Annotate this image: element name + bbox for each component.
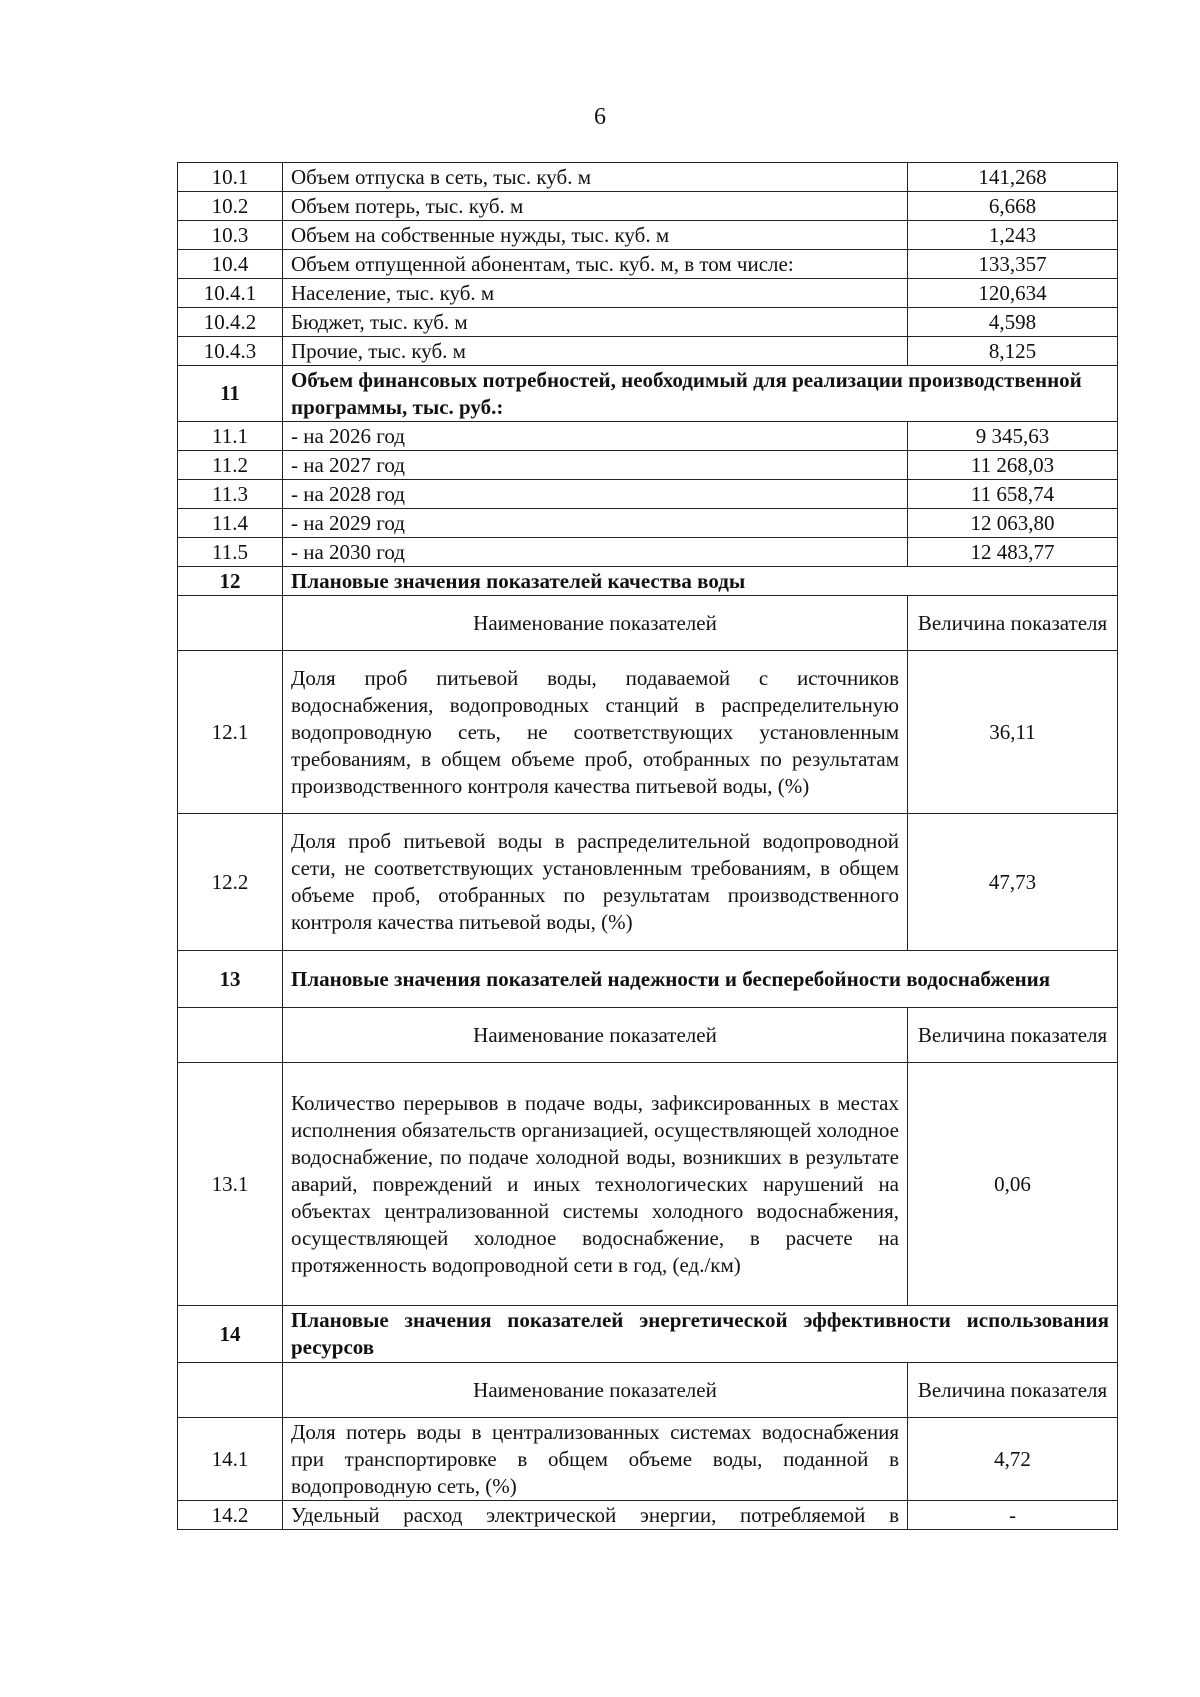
row-value: 0,06 [908,1063,1118,1306]
row-number: 14.1 [178,1418,283,1501]
row-label: - на 2030 год [283,538,908,567]
row-value: 141,268 [908,163,1118,192]
row-number: 11.5 [178,538,283,567]
page-number: 6 [594,104,606,130]
row-label: Объем на собственные нужды, тыс. куб. м [283,221,908,250]
row-value: 120,634 [908,279,1118,308]
row-label: Количество перерывов в подаче воды, зафиксированных в местах исполнения обязательств организацией, осуществляющей холодное водоснабжение, по подаче холодной воды, возникших в результате аварий, повреждений и иных технологических нарушений на объектах централизованной системы холодного водоснабжения, осуществляющей холодное водоснабжение, в расчете на протяженность водопроводной сети в год, (ед./км) [283,1063,908,1306]
row-label: - на 2028 год [283,480,908,509]
row-value: 1,243 [908,221,1118,250]
row-number: 10.4.3 [178,337,283,366]
section-title: Объем финансовых потребностей, необходимый для реализации производственной программы, тыс. руб.: [283,366,1118,422]
column-header-name: Наименование показателей [283,596,908,651]
column-header-row [178,596,1118,651]
row-value: 11 658,74 [908,480,1118,509]
row-number: 11.2 [178,451,283,480]
table-row [178,651,1118,814]
column-header-value: Величина показателя [908,1363,1118,1418]
row-number: 11.1 [178,422,283,451]
row-label: Доля проб питьевой воды в распределительной водопроводной сети, не соответствующих установленным требованиям, в общем объеме проб, отобранных по результатам производственного контроля качества питьевой воды, (%) [283,814,908,951]
row-label: Доля проб питьевой воды, подаваемой с источников водоснабжения, водопроводных станций в распределительную водопроводную сеть, не соответствующих установленным требованиям, в общем объеме проб, отобранных по результатам производственного контроля качества питьевой воды, (%) [283,651,908,814]
row-value: 12 483,77 [908,538,1118,567]
section-header-12 [178,567,1118,596]
table-row [178,221,1118,250]
row-number: 10.4 [178,250,283,279]
row-number: 13.1 [178,1063,283,1306]
row-value: 36,11 [908,651,1118,814]
row-number: 10.4.2 [178,308,283,337]
row-value: 8,125 [908,337,1118,366]
row-number: 10.4.1 [178,279,283,308]
column-header-value: Величина показателя [908,596,1118,651]
row-value: 4,598 [908,308,1118,337]
row-label: - на 2026 год [283,422,908,451]
table-row [178,451,1118,480]
section-title: Плановые значения показателей энергетической эффективности использования ресурсов [283,1306,1118,1363]
column-header-value: Величина показателя [908,1008,1118,1063]
column-header-name: Наименование показателей [283,1008,908,1063]
section-number: 11 [178,366,283,422]
row-label: Объем отпущенной абонентам, тыс. куб. м, в том числе: [283,250,908,279]
row-label: - на 2029 год [283,509,908,538]
row-label: Доля потерь воды в централизованных системах водоснабжения при транспортировке в общем объеме воды, поданной в водопроводную сеть, (%) [283,1418,908,1501]
table-row [178,279,1118,308]
row-value: 6,668 [908,192,1118,221]
column-header-name: Наименование показателей [283,1363,908,1418]
table-row [178,192,1118,221]
row-number: 11.3 [178,480,283,509]
section-number: 13 [178,951,283,1008]
section-number: 14 [178,1306,283,1363]
row-value: 12 063,80 [908,509,1118,538]
table-row [178,422,1118,451]
table-row [178,250,1118,279]
row-number: 12.1 [178,651,283,814]
table-row [178,308,1118,337]
row-value: 47,73 [908,814,1118,951]
row-label: Бюджет, тыс. куб. м [283,308,908,337]
column-header-row [178,1363,1118,1418]
row-number: 11.4 [178,509,283,538]
section-header-13 [178,951,1118,1008]
table-row [178,163,1118,192]
table-row [178,1501,1118,1530]
row-value: - [908,1501,1118,1530]
table-row [178,1063,1118,1306]
row-label: - на 2027 год [283,451,908,480]
row-value: 133,357 [908,250,1118,279]
row-number: 10.1 [178,163,283,192]
table-row [178,480,1118,509]
column-header-row [178,1008,1118,1063]
table-row [178,538,1118,567]
row-label: Население, тыс. куб. м [283,279,908,308]
section-header-11 [178,366,1118,422]
section-title: Плановые значения показателей надежности и бесперебойности водоснабжения [283,951,1118,1008]
row-number: 10.2 [178,192,283,221]
row-number: 12.2 [178,814,283,951]
row-label: Объем потерь, тыс. куб. м [283,192,908,221]
row-label: Объем отпуска в сеть, тыс. куб. м [283,163,908,192]
section-header-14 [178,1306,1118,1363]
table-row [178,509,1118,538]
row-value: 4,72 [908,1418,1118,1501]
row-label: Удельный расход электрической энергии, потребляемой в [283,1501,908,1530]
section-number: 12 [178,567,283,596]
row-number: 10.3 [178,221,283,250]
indicators-table [177,162,1118,1530]
table-row [178,1418,1118,1501]
row-value: 11 268,03 [908,451,1118,480]
row-value: 9 345,63 [908,422,1118,451]
row-label: Прочие, тыс. куб. м [283,337,908,366]
table-row [178,814,1118,951]
table-row [178,337,1118,366]
section-title: Плановые значения показателей качества воды [283,567,1118,596]
row-number: 14.2 [178,1501,283,1530]
